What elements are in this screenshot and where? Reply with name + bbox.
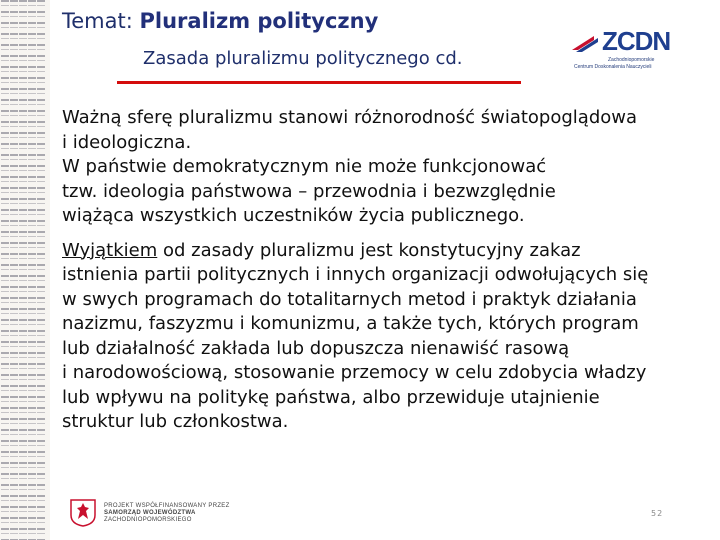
griffin-emblem-icon <box>70 499 96 527</box>
paragraph-ideology <box>62 106 712 229</box>
title-prefix: Temat: <box>62 9 133 33</box>
underlined-keyword: Wyjątkiem <box>62 239 158 261</box>
text-line: lub działalność zakłada lub dopuszcza nienawiść rasową <box>62 337 570 359</box>
text-line: Ważną sferę pluralizmu stanowi różnorodność światopoglądowa <box>62 107 638 128</box>
footer-region-line: ZACHODNIOPOMORSKIEGO <box>104 517 192 523</box>
footer-cofinance-line: PROJEKT WSPÓŁFINANSOWANY PRZEZ <box>104 503 230 509</box>
text-line: struktur lub członkostwa. <box>62 411 289 432</box>
text-line: wiążąca wszystkich uczestników życia publicznego. <box>62 205 525 226</box>
zcdn-logo-mark-icon <box>572 32 600 52</box>
text-line: W państwie demokratycznym nie może funkcjonować <box>62 156 547 177</box>
text-line: i ideologiczna. <box>62 131 192 153</box>
strip-column <box>37 0 45 540</box>
text-line: nazizmu, faszyzmu i komunizmu, a także tych, których program <box>62 313 639 334</box>
page-title <box>62 7 378 35</box>
strip-column <box>28 0 36 540</box>
slide-body <box>62 106 712 445</box>
page-number: 52 <box>651 509 664 518</box>
text-fragment: od zasady pluralizmu jest konstytucyjny zakaz <box>157 239 581 261</box>
logo-subtitle-line1: Zachodniopomorskie <box>608 57 655 63</box>
footer-authority-line: SAMORZĄD WOJEWÓDZTWA <box>104 510 196 516</box>
text-line: lub wpływu na politykę państwa, albo przewiduje utajnienie <box>62 386 600 408</box>
strip-column <box>10 0 18 540</box>
page-subtitle: Zasada pluralizmu politycznego cd. <box>143 48 463 69</box>
paragraph-exception <box>62 239 712 435</box>
decorative-manuscript-strip <box>0 0 50 540</box>
title-main: Pluralizm polityczny <box>139 9 379 33</box>
text-line: tzw. ideologia państwowa – przewodnia i bezwzględnie <box>62 180 556 202</box>
logo-subtitle-line2: Centrum Doskonalenia Nauczycieli <box>574 64 652 70</box>
text-line <box>62 239 712 264</box>
text-line: i narodowościową, stosowanie przemocy w celu zdobycia władzy <box>62 362 647 383</box>
strip-column <box>1 0 9 540</box>
zcdn-logo <box>568 26 684 74</box>
title-divider <box>117 81 521 84</box>
text-line: istnienia partii politycznych i innych organizacji odwołujących się <box>62 264 649 285</box>
strip-column <box>19 0 27 540</box>
text-line: w swych programach do totalitarnych metod i praktyk działania <box>62 288 637 310</box>
logo-name: ZCDN <box>602 26 671 56</box>
